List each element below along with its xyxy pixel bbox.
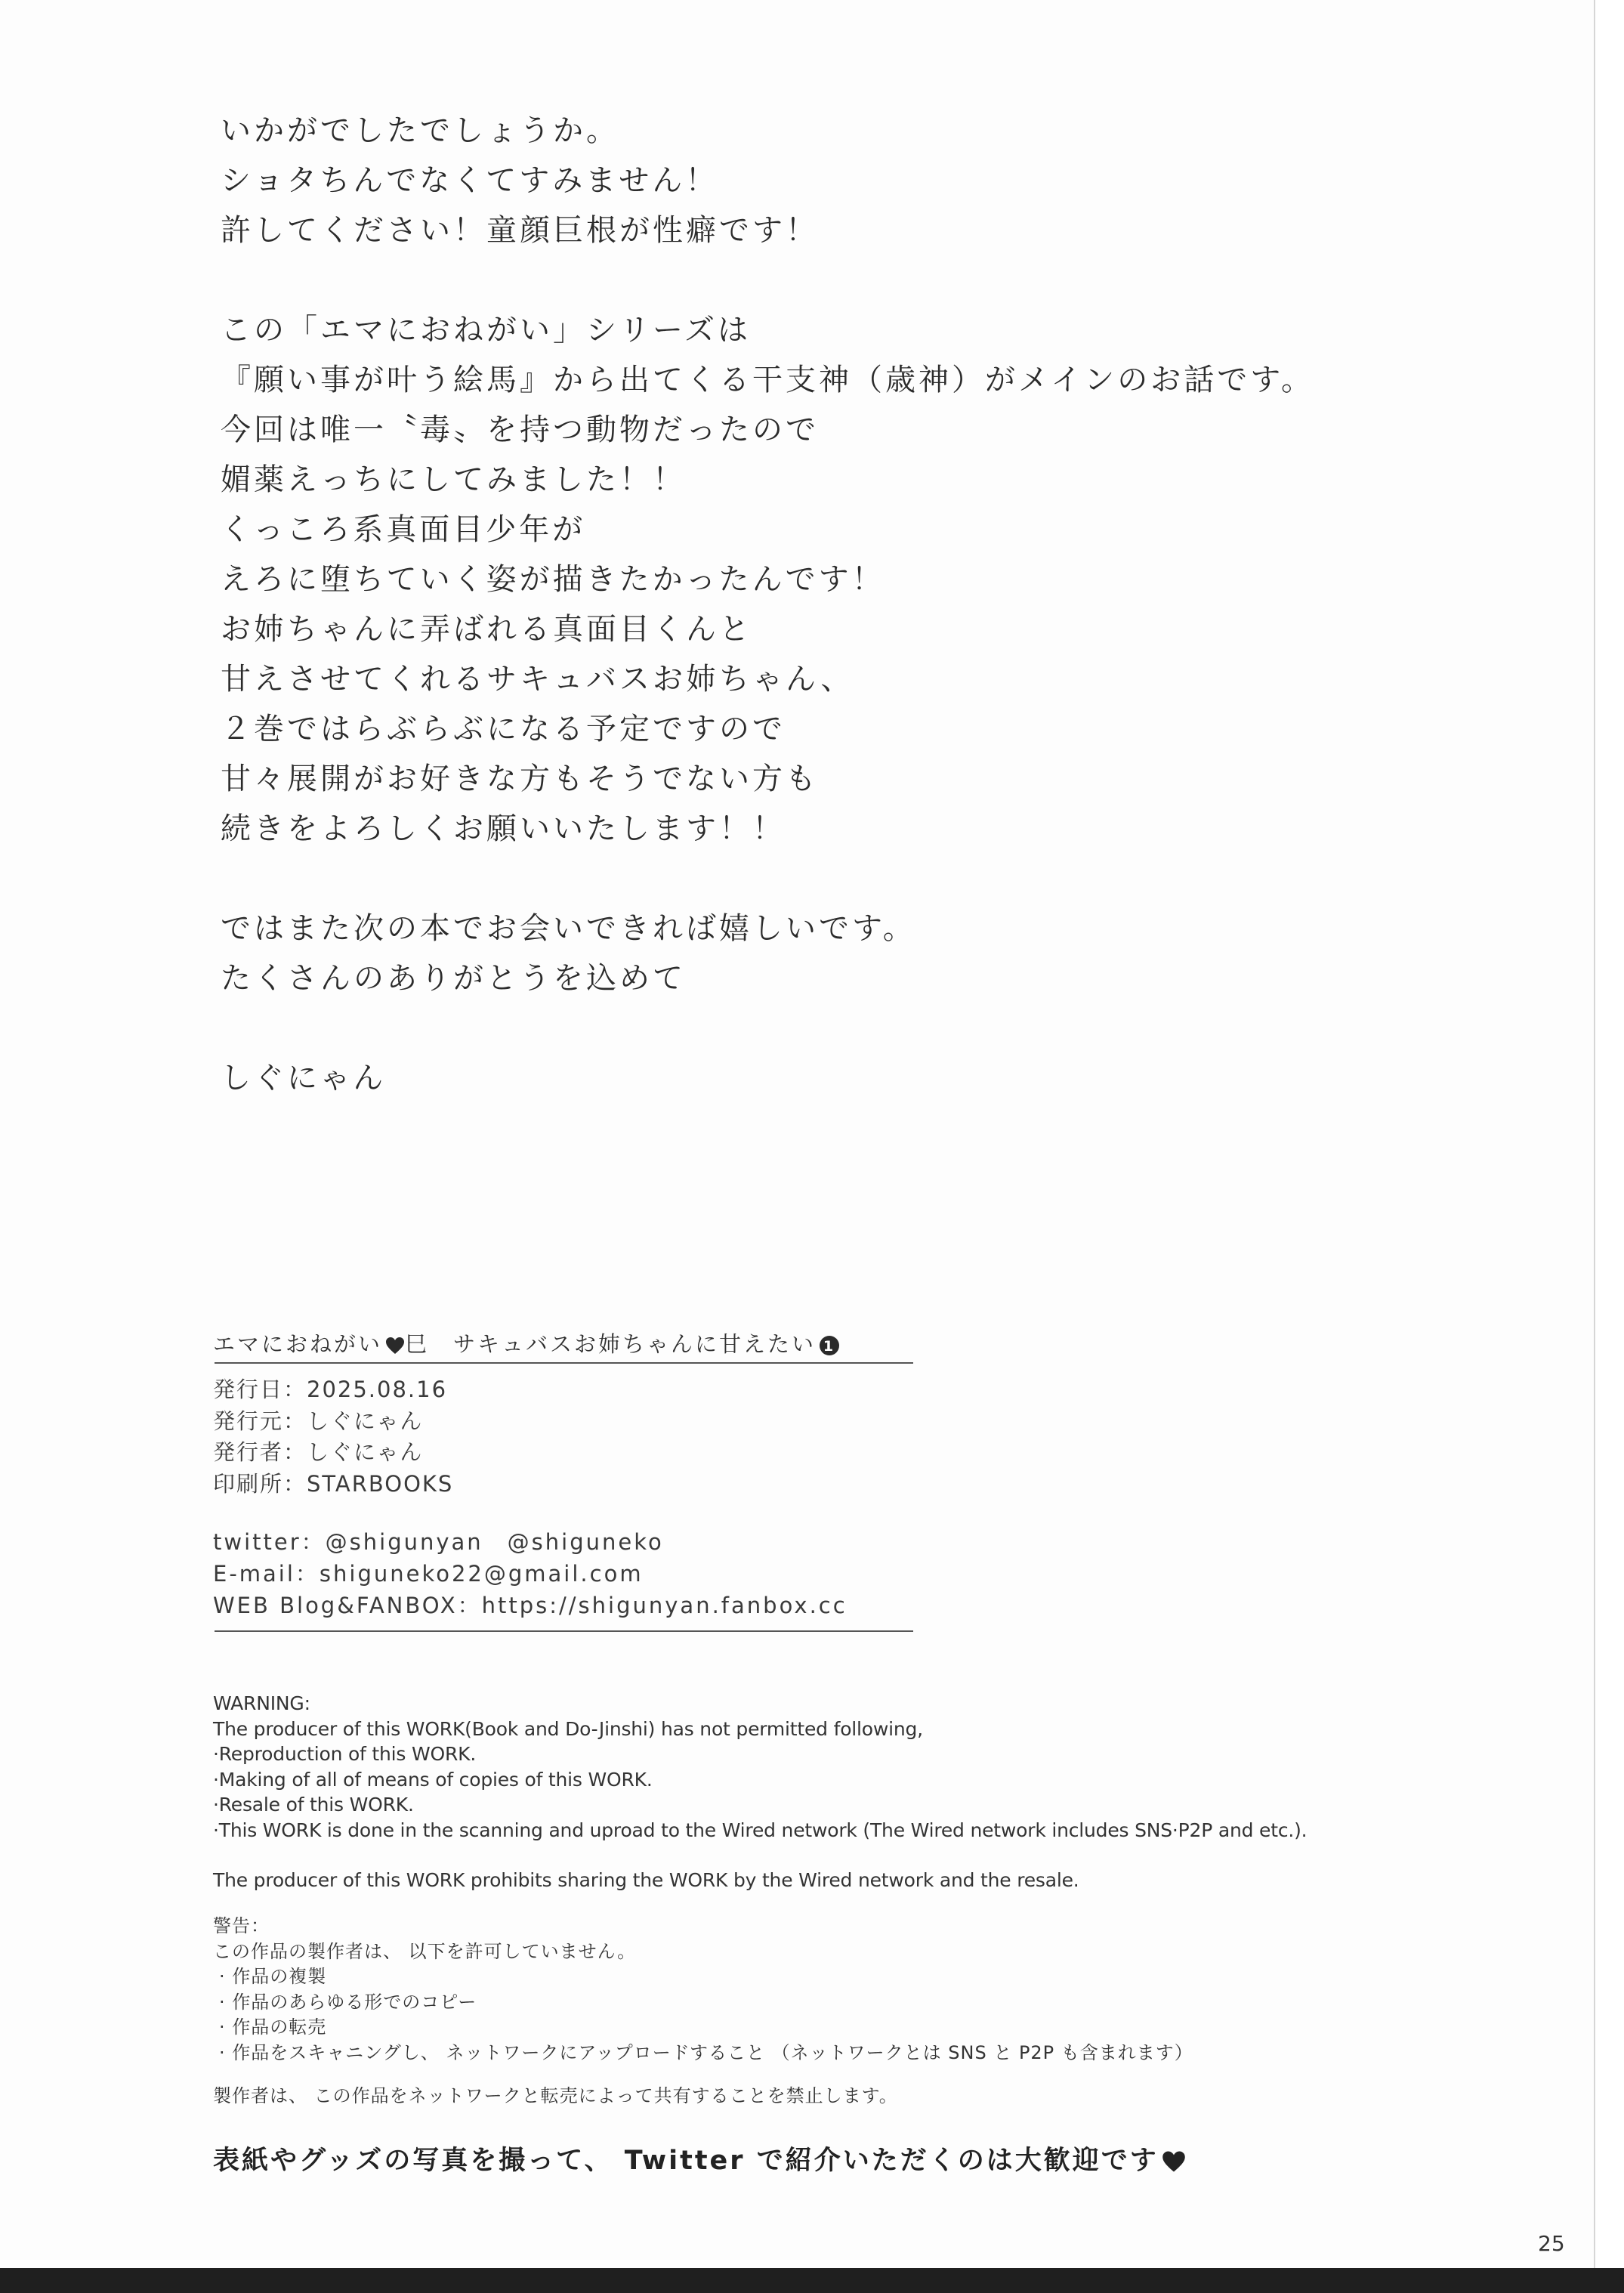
printer: 印刷所：STARBOOKS	[213, 1470, 454, 1497]
afterword-line: えろに堕ちていく姿が描きたかったんです！	[221, 562, 885, 597]
closing-message	[213, 2140, 1186, 2177]
afterword-line: 甘えさせてくれるサキュバスお姉ちゃん、	[221, 662, 854, 697]
heart-icon	[1162, 2150, 1186, 2173]
afterword-line: 続きをよろしくお願いいたします！！	[221, 811, 786, 846]
closing-text: 表紙やグッズの写真を撮って、 Twitter で紹介いただくのは大歓迎です	[213, 2146, 1159, 2176]
author-signature: しぐにゃん	[221, 1061, 387, 1096]
warning-jp-item: · 作品をスキャニングし、 ネットワークにアップロードすること （ネットワークとは SNS と P2P も含まれます）	[219, 2041, 1193, 2063]
title-part-1: エマにおねがい	[213, 1331, 383, 1357]
afterword-line: ショタちんでなくてすみません！	[221, 163, 719, 198]
afterword-line: お姉ちゃんに弄ばれる真面目くんと	[221, 612, 752, 647]
email-contact: E-mail：shiguneko22@gmail.com	[213, 1561, 644, 1587]
afterword-line: 許してください！童顔巨根が性癖です！	[221, 213, 819, 248]
afterword-line: たくさんのありがとうを込めて	[221, 961, 686, 996]
issue-date: 発行日：2025.08.16	[213, 1377, 448, 1402]
twitter-contact: twitter：@shigunyan @shiguneko	[213, 1529, 664, 1555]
warning-jp-item: · 作品の転売	[219, 2016, 327, 2038]
divider-rule	[215, 1362, 913, 1364]
scan-edge-bottom	[0, 2268, 1624, 2293]
afterword-line: 媚薬えっちにしてみました！！	[221, 462, 686, 497]
scan-edge-right	[1594, 0, 1624, 2293]
publisher: 発行元：しぐにゃん	[213, 1408, 424, 1434]
title-part-2: 巳 サキュバスお姉ちゃんに甘えたい	[405, 1331, 817, 1357]
warning-jp-item: · 作品のあらゆる形でのコピー	[219, 1991, 477, 2013]
volume-number: 1	[823, 1338, 836, 1355]
warning-jp-heading: 警告：	[213, 1915, 270, 1936]
warning-closing: The producer of this WORK prohibits sharing the WORK by the Wired network and the resale.	[213, 1869, 1079, 1891]
colophon	[213, 1326, 968, 1632]
afterword-line: ２巻ではらぶらぶになる予定ですので	[221, 712, 786, 746]
heart-icon	[385, 1337, 405, 1355]
afterword-line: ではまた次の本でお会いできれば嬉しいです。	[221, 911, 916, 946]
warning-heading: WARNING:	[213, 1692, 310, 1714]
afterword-line: 『願い事が叶う絵馬』から出てくる干支神（歳神）がメインのお話です。	[221, 363, 1314, 397]
warning-item: ·Resale of this WORK.	[213, 1794, 414, 1816]
volume-number-badge	[819, 1335, 840, 1356]
warning-item: ·Making of all of means of copies of this WORK.	[213, 1768, 653, 1791]
book-title	[213, 1326, 968, 1362]
warning-intro: The producer of this WORK(Book and Do-Jinshi) has not permitted following,	[213, 1717, 923, 1740]
afterword-line: 今回は唯一〝毒〟を持つ動物だったので	[221, 413, 819, 447]
warning-jp-item: · 作品の複製	[219, 1966, 327, 1987]
warning-english	[213, 1691, 1573, 1893]
afterword-line: この「エマにおねがい」シリーズは	[221, 313, 751, 348]
warning-jp-closing: 製作者は、 この作品をネットワークと転売によって共有することを禁止します。	[213, 2085, 898, 2106]
page-number: 25	[1538, 2231, 1565, 2256]
afterword-line: 甘々展開がお好きな方もそうでない方も	[221, 762, 819, 796]
issuer: 発行者：しぐにゃん	[213, 1439, 424, 1465]
afterword-line: いかがでしたでしょうか。	[221, 113, 619, 148]
afterword-line: くっころ系真面目少年が	[221, 512, 586, 547]
warning-japanese	[213, 1914, 1573, 2109]
warning-item: ·Reproduction of this WORK.	[213, 1743, 477, 1765]
afterword-text	[221, 106, 1505, 1103]
warning-item: ·This WORK is done in the scanning and uproad to the Wired network (The Wired network includes SNS·P2P and etc.).	[213, 1819, 1308, 1841]
warning-jp-intro: この作品の製作者は、 以下を許可していません。	[213, 1940, 637, 1962]
web-contact: WEB Blog&FANBOX：https://shigunyan.fanbox.cc	[213, 1593, 848, 1618]
divider-rule	[215, 1630, 913, 1632]
